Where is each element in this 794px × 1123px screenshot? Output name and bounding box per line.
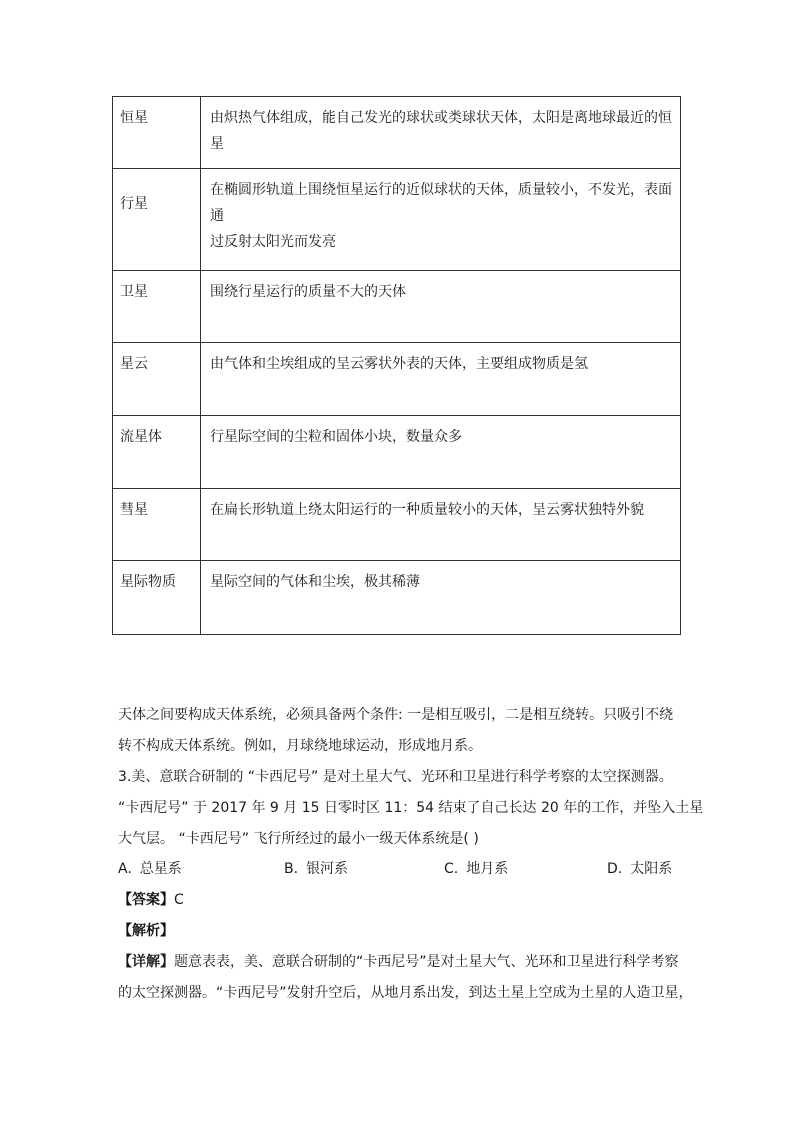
table-row (113, 97, 681, 169)
body-desc-cell: 由炽热气体组成，能自己发光的球状或类球状天体，太阳是离地球最近的恒星 (201, 97, 681, 169)
analysis-heading: 【解析】 (118, 923, 174, 939)
option-a: A. 总星系 (118, 861, 182, 877)
body-desc-cell: 在椭圆形轨道上围绕恒星运行的近似球状的天体，质量较小，不发光，表面通 过反射太阳光而发亮 (201, 169, 681, 271)
body-name-cell: 星云 (113, 343, 201, 416)
table-row (113, 416, 681, 489)
body-desc-cell: 由气体和尘埃组成的呈云雾状外表的天体，主要组成物质是氢 (201, 343, 681, 416)
question-stem: 3.美、意联合研制的 “卡西尼号” 是对土星大气、光环和卫星进行科学考察的太空探测器。 “卡西尼号” 于 2017 年 9 月 15 日零时区 11：54 结束了自己长达 20 年的工作，并坠入土星 大气层。 “卡西尼号” 飞行所经过的最小一级天体系统是( ) (118, 769, 704, 847)
body-name-cell: 卫星 (113, 271, 201, 343)
option-d: D. 太阳系 (607, 861, 673, 877)
body-name-cell: 恒星 (113, 97, 201, 169)
body-desc-cell: 行星际空间的尘粒和固体小块，数量众多 (201, 416, 681, 489)
table-row (113, 489, 681, 561)
option-b: B. 银河系 (284, 861, 349, 877)
body-name-cell: 彗星 (113, 489, 201, 561)
body-desc-cell: 在扁长形轨道上绕太阳运行的一种质量较小的天体，呈云雾状独特外貌 (201, 489, 681, 561)
body-desc-cell: 星际空间的气体和尘埃，极其稀薄 (201, 561, 681, 635)
table-row (113, 343, 681, 416)
body-name-cell: 行星 (113, 169, 201, 271)
system-definition-paragraph: 天体之间要构成天体系统，必须具备两个条件: 一是相互吸引，二是相互绕转。只吸引不绕 转不构成天体系统。例如，月球绕地球运动，形成地月系。 (118, 707, 674, 754)
body-desc-cell: 围绕行星运行的质量不大的天体 (201, 271, 681, 343)
body-name-cell: 星际物质 (113, 561, 201, 635)
option-c: C. 地月系 (444, 861, 509, 877)
table-row (113, 169, 681, 271)
table-row (113, 561, 681, 635)
detail-paragraph: 【详解】题意表表，美、意联合研制的“卡西尼号”是对土星大气、光环和卫星进行科学考察 的太空探测器。“卡西尼号”发射升空后，从地月系出发，到达土星上空成为土星的人造卫星， (118, 954, 693, 1001)
table-row (113, 271, 681, 343)
celestial-body-table (112, 96, 681, 635)
answer-line: 【答案】C (118, 892, 184, 908)
body-name-cell: 流星体 (113, 416, 201, 489)
